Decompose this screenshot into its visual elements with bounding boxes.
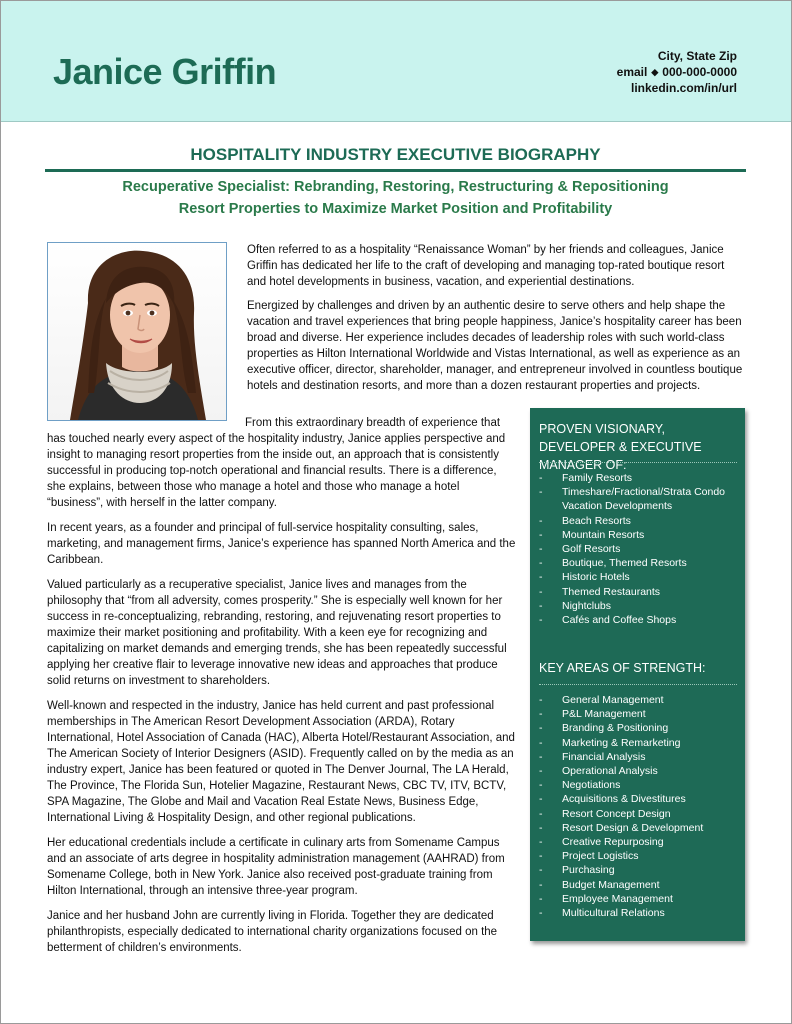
sidebar-list-item: - Mountain Resorts	[539, 528, 744, 542]
sidebar-section2-list	[539, 693, 744, 920]
sidebar-list-item: - Negotiations	[539, 778, 744, 792]
person-name: Janice Griffin	[53, 51, 277, 92]
intro-column	[247, 242, 743, 394]
sidebar-list-item: - Operational Analysis	[539, 764, 744, 778]
bio-paragraph-3: From this extraordinary breadth of experience that has touched nearly every aspect of the hospitality industry, Janice applies perspective and insight to managing resort properties from the inside out, an approach that is consistently successful in producing top-notch operational and financial results. There is a difference, she explains, between those who manage a hotel and those who manage a hotel “business”, with herself in the latter company.	[47, 417, 506, 509]
linkedin-link[interactable]: linkedin.com/in/url	[630, 81, 737, 95]
sidebar-list-item: - Multicultural Relations	[539, 906, 744, 920]
sidebar-list-item: - P&L Management	[539, 707, 744, 721]
sidebar-list-item: - Golf Resorts	[539, 542, 744, 556]
sidebar-list-item: - General Management	[539, 693, 744, 707]
subtitle-line-1: Recuperative Specialist: Rebranding, Restoring, Restructuring & Repositioning	[122, 179, 669, 195]
email-phone-line	[617, 64, 737, 80]
sidebar-list-item: - Budget Management	[539, 878, 744, 892]
bio-paragraph-2: Energized by challenges and driven by an authentic desire to serve others and help shape the vacation and travel experiences that bring people happiness, Janice’s hospitality career has been broad and diverse. Her experience includes decades of leadership roles with such world-class properties as Hilton International Worldwide and Vistas International, as well as experience as an executive officer, director, shareholder, manager, and entrepreneur involved in countless boutique hotels and destination resorts, and more than a dozen restaurant properties and projects.	[247, 300, 743, 392]
sidebar-list-item: - Marketing & Remarketing	[539, 736, 744, 750]
sidebar-list-item: - Purchasing	[539, 863, 744, 877]
title-divider	[45, 169, 746, 172]
sidebar-list-item: - Creative Repurposing	[539, 835, 744, 849]
sidebar-list-item: - Cafés and Coffee Shops	[539, 613, 744, 627]
sidebar-section2-title: KEY AREAS OF STRENGTH:	[539, 661, 706, 675]
bio-paragraph-6: Well-known and respected in the industry, Janice has held current and past professional memberships in The American Resort Development Association (ARDA), Rotary International, Hotel Association of Canada (HAC), Alberta Hotel/Restaurant Association, and The American Society of Interior Designers (ASID). Frequently called on by the media as an industry expert, Janice has been featured or quoted in The Denver Journal, The LA Herald, The Province, The Florida Sun, Hotelier Magazine, Restaurant News, CBC TV, ITV, BCTV, SPA Magazine, The Globe and Mail and Vacation Real Estate News, Business Edge, International Living & Hospitality Design, and other regional publications.	[47, 700, 515, 824]
sidebar-section1-title: PROVEN VISIONARY, DEVELOPER & EXECUTIVE MANAGER OF:	[539, 422, 702, 472]
sidebar-list-item: - Boutique, Themed Resorts	[539, 556, 744, 570]
bio-paragraph-5: Valued particularly as a recuperative specialist, Janice lives and manages from the philosophy that “from all adversity, comes prosperity.” She is especially well known for her success in re-conceptualizing, rebranding, restoring, and rejuvenating resort properties to maximize their market positioning and profitability. With a keen eye for recognizing and capitalizing on market demands and emerging trends, she has been repeatedly successful applying her creative flair to leverage innovative new ideas and approaches that produce solid returns on investment to shareholders.	[47, 579, 507, 687]
bio-paragraph-7: Her educational credentials include a certificate in culinary arts from Somename Campus and an associate of arts degree in hospitality administration management (AAHRAD) from Somename College, both in New York. Janice also received post-graduate training from Hilton International, through an intensive three-year program.	[47, 837, 505, 897]
sidebar-list-item: - Branding & Positioning	[539, 721, 744, 735]
document-title: HOSPITALITY INDUSTRY EXECUTIVE BIOGRAPHY	[190, 145, 601, 164]
sidebar-list-item: - Resort Concept Design	[539, 807, 744, 821]
sidebar-section2-divider	[539, 684, 737, 685]
bio-paragraph-4: In recent years, as a founder and principal of full-service hospitality consulting, sales, marketing, and management firms, Janice’s experience has spanned North America and the Caribbean.	[47, 522, 516, 566]
sidebar-section1-divider	[539, 462, 737, 463]
location-text: City, State Zip	[657, 49, 737, 63]
sidebar-panel	[530, 408, 745, 941]
sidebar-list-item: - Timeshare/Fractional/Strata Condo Vacation Developments	[539, 485, 744, 513]
sidebar-section1-list	[539, 471, 744, 627]
sidebar-list-item: - Project Logistics	[539, 849, 744, 863]
sidebar-list-item: - Historic Hotels	[539, 570, 744, 584]
sidebar-list-item: - Themed Restaurants	[539, 585, 744, 599]
sidebar-list-item: - Resort Design & Development	[539, 821, 744, 835]
contact-block	[617, 48, 737, 96]
bio-paragraph-1: Often referred to as a hospitality “Renaissance Woman” by her friends and colleagues, Janice Griffin has dedicated her life to the craft of developing and managing top-rated boutique resort and hotel developments in business, vacation, and experiential destinations.	[247, 244, 725, 288]
sidebar-list-item: - Employee Management	[539, 892, 744, 906]
email-link[interactable]: email	[616, 65, 648, 79]
sidebar-list-item: - Beach Resorts	[539, 514, 744, 528]
sidebar-list-item: - Family Resorts	[539, 471, 744, 485]
phone-text: 000-000-0000	[662, 65, 737, 79]
sidebar-list-item: - Financial Analysis	[539, 750, 744, 764]
diamond-icon: ◆	[651, 67, 659, 77]
portrait-photo	[47, 242, 227, 421]
subtitle-line-2: Resort Properties to Maximize Market Position and Profitability	[178, 201, 613, 217]
header-banner	[1, 1, 791, 122]
portrait-illustration	[48, 243, 226, 420]
bio-paragraph-8: Janice and her husband John are currently living in Florida. Together they are dedicated philanthropists, especially dedicated to international charity organizations focused on the betterment of children’s environments.	[47, 910, 498, 954]
sidebar-list-item: - Acquisitions & Divestitures	[539, 792, 744, 806]
main-column	[47, 415, 517, 956]
sidebar-list-item: - Nightclubs	[539, 599, 744, 613]
subtitle-block	[45, 176, 746, 220]
